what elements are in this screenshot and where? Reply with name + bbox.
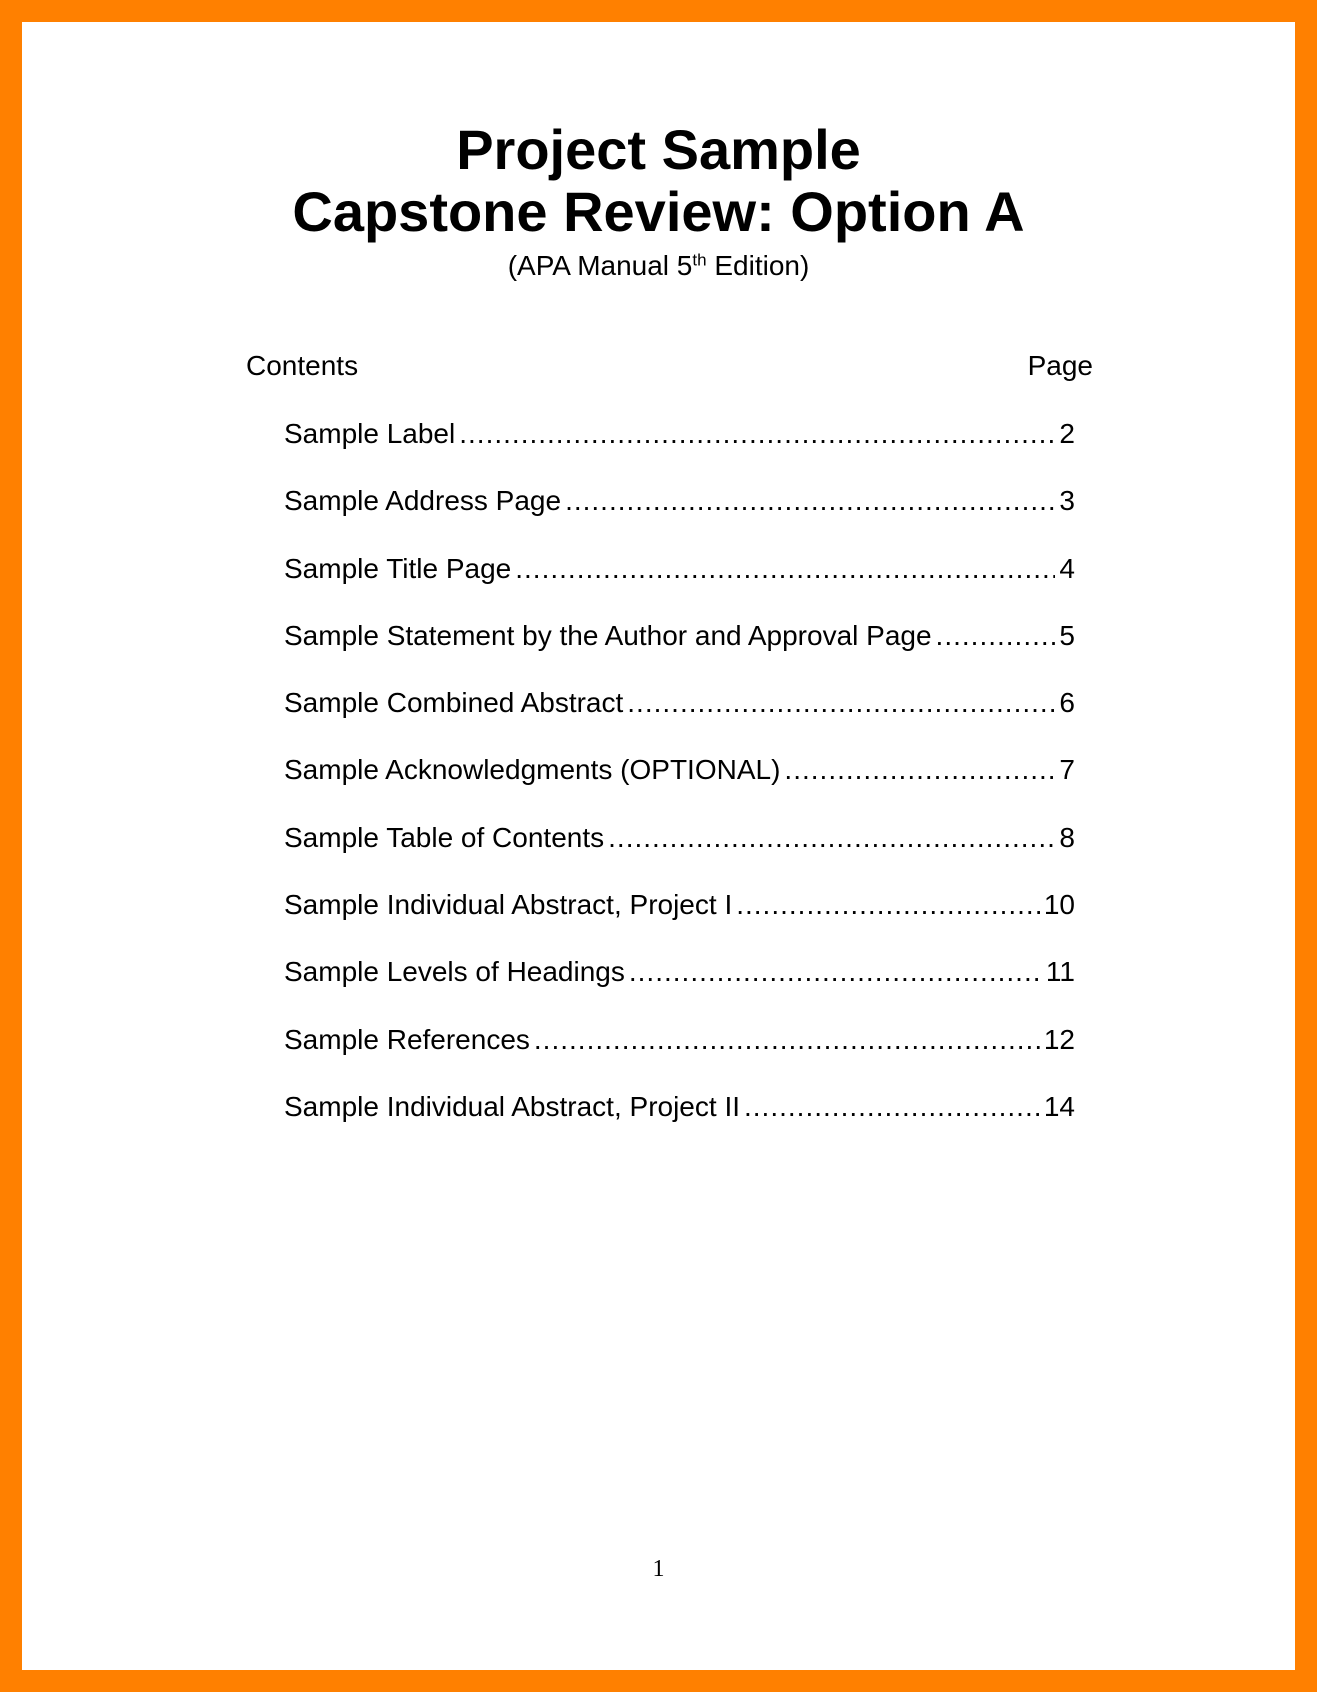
toc-dot-leader <box>936 618 1056 654</box>
toc-entry-page: 11 <box>1045 956 1075 988</box>
toc-entry <box>284 752 1075 819</box>
toc-entry-page: 12 <box>1043 1023 1075 1055</box>
page-column-header: Page <box>1027 350 1093 381</box>
toc-entry-page: 14 <box>1043 1090 1075 1122</box>
toc-entry-label: Sample Label <box>284 418 456 449</box>
toc-dot-leader <box>565 483 1055 519</box>
toc-entry <box>284 954 1075 1021</box>
toc-dot-leader <box>736 887 1040 923</box>
toc-entry <box>284 416 1075 483</box>
toc-entry-label: Sample Title Page <box>284 552 512 584</box>
page-number: 1 <box>652 1556 665 1582</box>
document-title-line-1: Project Sample <box>456 118 861 181</box>
toc-entry-label: Sample Acknowledgments (OPTIONAL) <box>284 754 781 786</box>
toc-dot-leader <box>784 752 1055 788</box>
toc-entry <box>284 685 1075 752</box>
toc-dot-leader <box>744 1089 1040 1125</box>
toc-dot-leader <box>608 820 1055 856</box>
toc-entry <box>284 618 1075 685</box>
toc-entry-label: Sample References <box>284 1023 530 1055</box>
toc-entry-page: 7 <box>1059 754 1075 786</box>
document-subtitle <box>22 248 1295 284</box>
subtitle-superscript: th <box>692 250 707 270</box>
toc-entry-page: 4 <box>1059 552 1075 584</box>
toc-entry <box>284 1089 1075 1156</box>
toc-dot-leader <box>629 954 1042 990</box>
toc-entry-label: Sample Combined Abstract <box>284 687 624 719</box>
toc-entry <box>284 820 1075 887</box>
toc-entry-page: 2 <box>1059 418 1075 449</box>
toc-dot-leader <box>515 551 1055 587</box>
toc-entry-page: 8 <box>1059 821 1075 853</box>
contents-header: Contents <box>246 350 359 381</box>
toc-entry <box>284 887 1075 954</box>
toc-entry-label: Sample Individual Abstract, Project I <box>284 889 733 921</box>
document-page <box>22 22 1295 1670</box>
toc-entry-page: 6 <box>1059 687 1075 719</box>
toc-dot-leader <box>534 1022 1040 1058</box>
toc-entry-label: Sample Statement by the Author and Approval Page <box>284 619 932 651</box>
toc-entry-page: 10 <box>1043 889 1075 921</box>
toc-entry-label: Sample Table of Contents <box>284 821 605 853</box>
table-of-contents <box>284 416 1075 1156</box>
subtitle-suffix: Edition) <box>706 250 810 281</box>
toc-entry <box>284 483 1075 550</box>
toc-entry <box>284 551 1075 618</box>
document-title-line-2: Capstone Review: Option A <box>292 180 1025 243</box>
toc-dot-leader <box>627 685 1055 721</box>
toc-entry-page: 5 <box>1059 619 1075 651</box>
subtitle-prefix: (APA Manual 5 <box>507 250 693 281</box>
toc-entry-label: Sample Individual Abstract, Project II <box>284 1090 740 1122</box>
toc-entry <box>284 1022 1075 1089</box>
toc-entry-label: Sample Address Page <box>284 485 562 517</box>
toc-dot-leader <box>459 416 1055 452</box>
toc-entry-page: 3 <box>1059 485 1075 517</box>
toc-entry-label: Sample Levels of Headings <box>284 956 625 988</box>
